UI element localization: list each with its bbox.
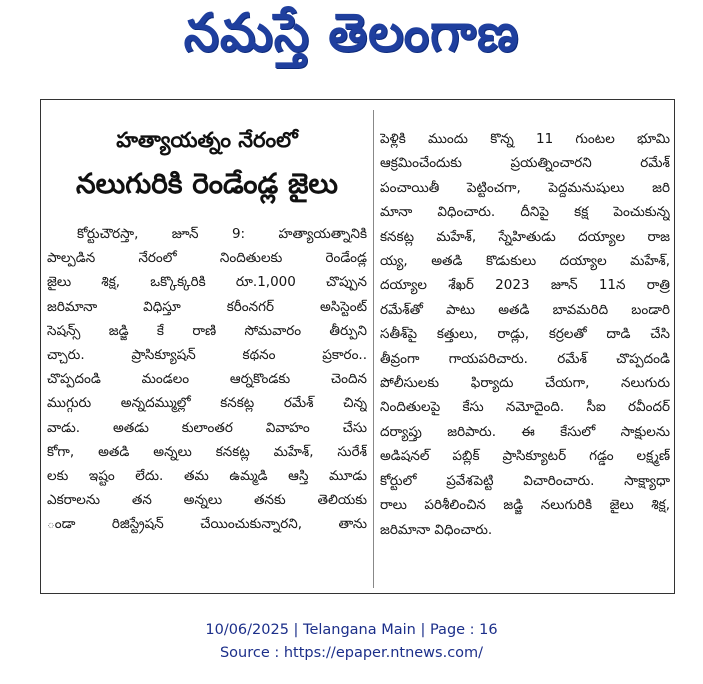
- article-kicker: హత్యాయత్నం నేరంలో: [116, 128, 298, 152]
- body-line: దర్యాప్తు జరిపారు. ఈ కేసులో సాక్షులను: [380, 423, 670, 440]
- newspaper-logo: నమస్తే తెలంగాణ: [183, 1, 520, 63]
- body-line: రాలు పరిశీలించిన జడ్జి నలుగురికి జైలు శిక్ష,: [380, 497, 670, 514]
- body-line: కనకట్ల మహేశ్, స్నేహితుడు దయ్యాల రాజ: [380, 228, 670, 245]
- body-line: జరిమానా విధిస్తూ కరీంనగర్ అసిస్టెంట్: [47, 298, 367, 315]
- body-line: పాల్పడిన నేరంలో నిందితులకు రెండేండ్ల: [47, 250, 367, 267]
- body-line: కోర్టుచౌరస్తా, జూన్ 9: హత్యాయత్నానికి: [77, 226, 367, 242]
- right-body-text: [380, 127, 670, 542]
- body-line: తీవ్రంగా గాయపరిచారు. రమేశ్ చొప్పదండి: [380, 350, 670, 367]
- body-line: వాడు. అతడు కులాంతర వివాహం చేసు: [47, 419, 367, 436]
- source-link[interactable]: Source : https://epaper.ntnews.com/: [219, 645, 484, 661]
- body-line: దయ్యాల శేఖర్ 2023 జూన్ 11న రాత్రి: [380, 277, 670, 294]
- body-line: ఎకరాలను తన అన్నలు తనకు తెలియకు: [47, 492, 367, 509]
- body-line: ఆక్రమించేందుకు ప్రయత్నించారని రమేశ్: [380, 155, 670, 172]
- body-line: ండా రిజిస్ట్రేషన్ చేయించుకున్నారని, తాను: [47, 516, 367, 533]
- column-divider: [373, 110, 374, 588]
- left-body-text: [47, 222, 367, 537]
- body-line: రమేశ్‌తో పాటు అతడి బావమరిది బండారి: [380, 301, 670, 318]
- body-line: పంచాయితీ పెట్టించగా, పెద్దమనుషులు జరి: [380, 179, 670, 196]
- body-line: ముగ్గురు అన్నదమ్ముల్లో కనకట్ల రమేశ్ చిన్న: [47, 395, 367, 412]
- article-right-column: [380, 127, 670, 542]
- body-line: కోగా, అతడి అన్నలు కనకట్ల మహేశ్, సురేశ్: [47, 443, 367, 460]
- body-line: చ్చారు. ప్రాసిక్యూషన్ కథనం ప్రకారం..: [47, 347, 367, 364]
- body-line: చొప్పదండి మండలం ఆర్నకొండకు చెందిన: [47, 371, 367, 388]
- masthead: [0, 0, 703, 78]
- article-left-column: [47, 104, 367, 537]
- article-headline: నలుగురికి రెండేండ్ల జైలు: [76, 167, 338, 200]
- body-line: అడిషనల్ పబ్లిక్ ప్రాసిక్యూటర్ గడ్డం లక్ష్మణ్: [380, 448, 670, 465]
- body-line: నిందితులపై కేసు నమోదైంది. సీఐ రవీందర్: [380, 399, 670, 416]
- body-line: మానా విధించారు. దీనిపై కక్ష పెంచుకున్న: [380, 204, 670, 221]
- body-line: లకు ఇష్టం లేదు. తమ ఉమ్మడి ఆస్తి మూడు: [47, 468, 367, 485]
- body-line: సెషన్స్ జడ్జి కే రాణి సోమవారం తీర్పుని: [47, 322, 367, 339]
- edition-info: 10/06/2025 | Telangana Main | Page : 16: [205, 622, 498, 638]
- body-line: సతీశ్‌పై కత్తులు, రాడ్లు, కర్రలతో దాడి చేసి: [380, 326, 670, 343]
- body-line: పోలీసులకు ఫిర్యాదు చేయగా, నలుగురు: [380, 375, 670, 392]
- body-line: య్య, అతడి కొడుకులు దయ్యాల మహేశ్,: [380, 253, 670, 270]
- body-line: జరిమానా విధించారు.: [380, 521, 493, 538]
- body-line: కోర్టులో ప్రవేశపెట్టి విచారించారు. సాక్ష్యాధా: [380, 472, 670, 489]
- body-line: జైలు శిక్ష, ఒక్కొక్కరికి రూ.1,000 చొప్పున: [47, 274, 367, 291]
- body-line: పెళ్లికి ముందు కొన్న 11 గుంటల భూమి: [380, 131, 670, 147]
